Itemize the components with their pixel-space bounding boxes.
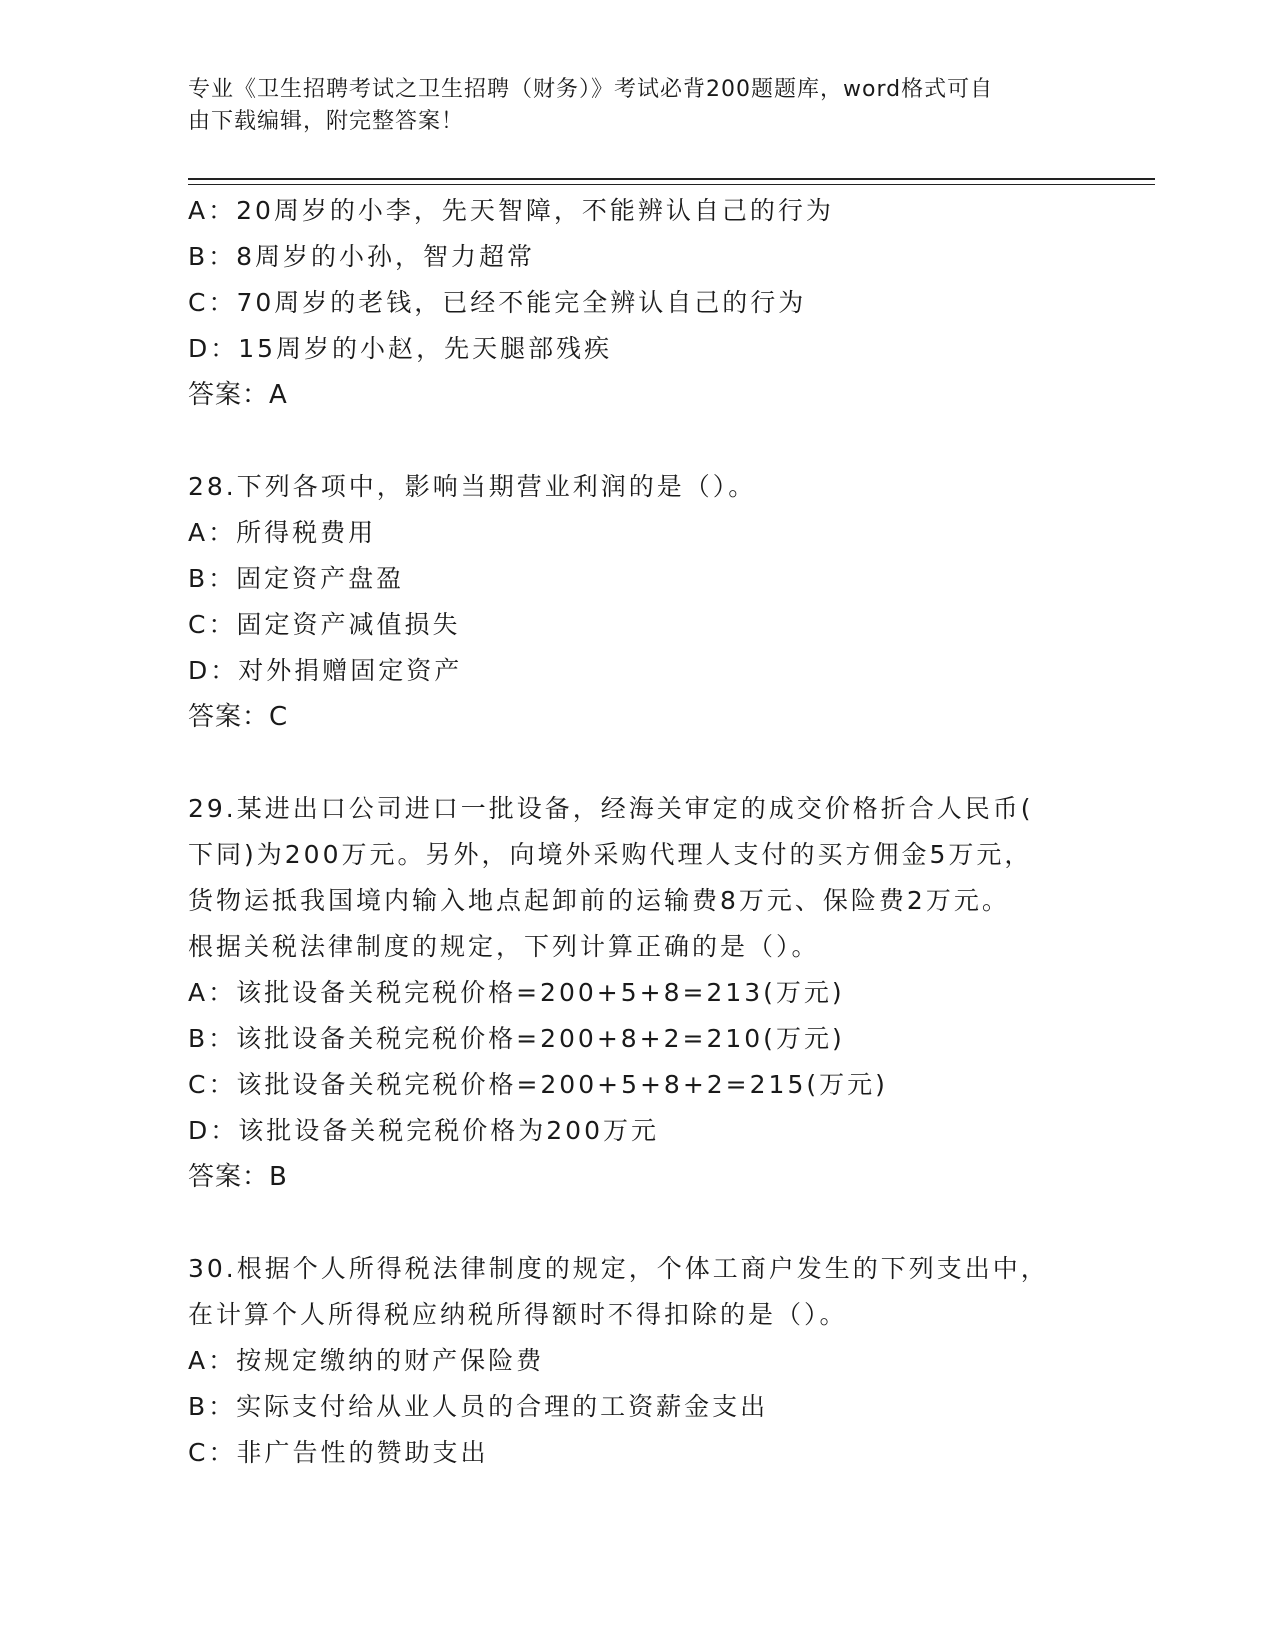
option-c: C：固定资产减值损失: [188, 610, 461, 639]
option-c: C：该批设备关税完税价格=200+5+8+2=215(万元): [188, 1070, 888, 1099]
answer: 答案：C: [188, 702, 289, 732]
option-d: D：该批设备关税完税价格为200万元: [188, 1116, 659, 1145]
option-b: B：固定资产盘盈: [188, 564, 405, 593]
option-a: A：所得税费用: [188, 518, 377, 547]
header-line-1: 专业《卫生招聘考试之卫生招聘（财务）》考试必背200题题库，word格式可自: [188, 77, 994, 102]
question-30: [188, 1246, 1088, 1476]
question-stem-line: 下同)为200万元。另外，向境外采购代理人支付的买方佣金5万元，: [188, 840, 1033, 869]
spacer: [188, 418, 1088, 464]
option-c: C：非广告性的赞助支出: [188, 1438, 489, 1467]
option-a: A：该批设备关税完税价格=200+5+8=213(万元): [188, 978, 845, 1007]
header-line-2: 由下载编辑，附完整答案！: [188, 109, 465, 134]
option-b: B：8周岁的小孙，智力超常: [188, 242, 536, 271]
option-b: B：实际支付给从业人员的合理的工资薪金支出: [188, 1392, 769, 1421]
header-rule-thick: [188, 178, 1155, 180]
option-d: D：15周岁的小赵，先天腿部残疾: [188, 334, 613, 363]
question-28: [188, 464, 1088, 740]
option-a: A：20周岁的小李，先天智障，不能辨认自己的行为: [188, 196, 834, 225]
document-header: [188, 74, 1068, 138]
question-stem-line: 30.根据个人所得税法律制度的规定，个体工商户发生的下列支出中，: [188, 1254, 1049, 1283]
option-c: C：70周岁的老钱，已经不能完全辨认自己的行为: [188, 288, 807, 317]
question-27: [188, 188, 1088, 418]
question-stem-line: 29.某进出口公司进口一批设备，经海关审定的成交价格折合人民币(: [188, 794, 1034, 823]
question-stem-line: 在计算个人所得税应纳税所得额时不得扣除的是（）。: [188, 1300, 848, 1329]
question-stem-line: 货物运抵我国境内输入地点起卸前的运输费8万元、保险费2万元。: [188, 886, 1010, 915]
question-stem: 28.下列各项中，影响当期营业利润的是（）。: [188, 472, 757, 501]
option-b: B：该批设备关税完税价格=200+8+2=210(万元): [188, 1024, 845, 1053]
option-a: A：按规定缴纳的财产保险费: [188, 1346, 545, 1375]
question-29: [188, 786, 1088, 1200]
question-content: [188, 188, 1088, 1476]
spacer: [188, 740, 1088, 786]
answer: 答案：A: [188, 380, 288, 410]
option-d: D：对外捐赠固定资产: [188, 656, 463, 685]
answer: 答案：B: [188, 1162, 288, 1192]
header-rule-thin: [188, 184, 1155, 185]
question-stem-line: 根据关税法律制度的规定，下列计算正确的是（）。: [188, 932, 820, 961]
spacer: [188, 1200, 1088, 1246]
